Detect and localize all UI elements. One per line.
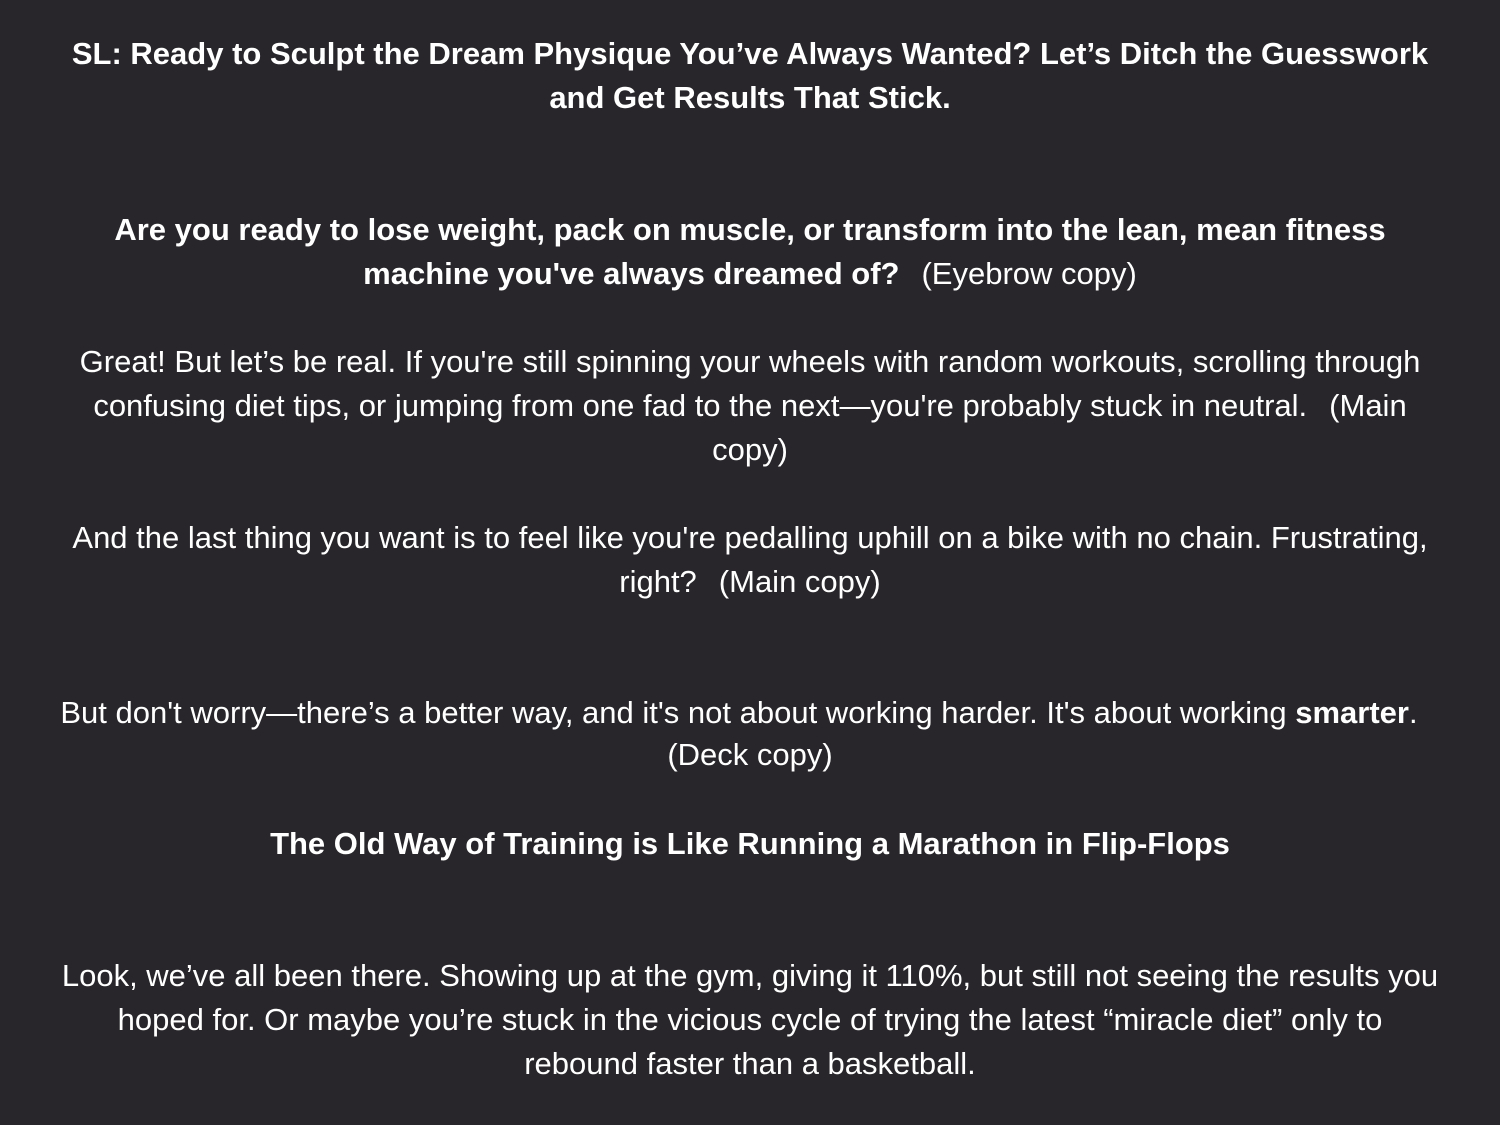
main-copy-1 — [60, 340, 1440, 472]
deck-copy — [60, 692, 1440, 776]
main-copy-1-text: Great! But let’s be real. If you're still spinning your wheels with random workouts, scrolling through confusing diet tips, or jumping from one fad to the next—you're probably stuck in neutral. — [79, 344, 1421, 423]
deck-text-end: . — [1409, 695, 1418, 730]
main-copy-1-tag: (Main copy) — [712, 388, 1407, 467]
eyebrow-text: Are you ready to lose weight, pack on muscle, or transform into the lean, mean fitness machine you've always dreamed of? — [114, 212, 1386, 291]
deck-emphasis: smarter — [1295, 695, 1409, 730]
main-copy-2-tag: (Main copy) — [718, 564, 881, 599]
eyebrow-copy — [60, 208, 1440, 296]
deck-text: But don't worry—there’s a better way, and it's not about working harder. It's about working — [60, 695, 1296, 730]
main-copy-2-text: And the last thing you want is to feel like you're pedalling uphill on a bike with no chain. Frustrating, right? — [72, 520, 1428, 599]
body-paragraph: Look, we’ve all been there. Showing up at the gym, giving it 110%, but still not seeing the results you hoped for. Or maybe you’re stuck in the vicious cycle of trying the latest “miracle diet” only to rebound faster than a basketball. — [61, 958, 1439, 1081]
main-copy-2 — [60, 516, 1440, 604]
deck-tag: (Deck copy) — [667, 737, 833, 772]
section-heading: The Old Way of Training is Like Running a Marathon in Flip-Flops — [270, 826, 1230, 861]
eyebrow-tag: (Eyebrow copy) — [921, 256, 1137, 291]
subject-line: SL: Ready to Sculpt the Dream Physique You’ve Always Wanted? Let’s Ditch the Guesswork and Get Results That Stick. — [71, 36, 1429, 115]
